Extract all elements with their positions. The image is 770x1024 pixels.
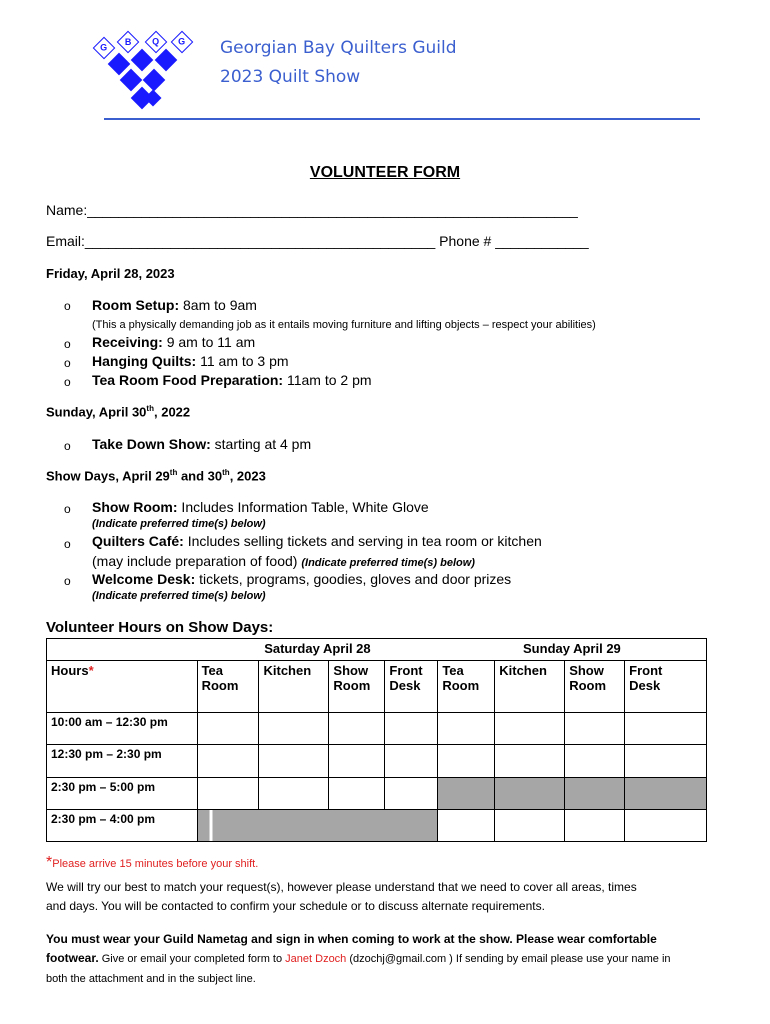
sunday-heading: Sunday, April 30th, 2022 bbox=[46, 404, 191, 420]
show-name: 2023 Quilt Show bbox=[220, 67, 361, 87]
friday-heading: Friday, April 28, 2023 bbox=[46, 266, 175, 281]
contact-name: Janet Dzoch bbox=[285, 953, 347, 965]
slot-cell[interactable] bbox=[197, 713, 259, 745]
hours-heading: Volunteer Hours on Show Days: bbox=[46, 619, 274, 636]
slot-cell[interactable] bbox=[438, 745, 495, 778]
slot-cell[interactable] bbox=[565, 745, 625, 778]
table-row bbox=[47, 713, 707, 745]
nametag-paragraph: You must wear your Guild Nametag and sign in when coming to work at the show. Please wear comfortable footwear. Give or email your completed form to Janet Dzoch (dzochj@gmail.com ) If sending by email please use your name in both the attachment and in the subject line. bbox=[46, 932, 671, 985]
row-time: 10:00 am – 12:30 pm bbox=[47, 713, 198, 745]
blocked-cell bbox=[438, 778, 495, 810]
sunday-item-takedown: Take Down Show: starting at 4 pm bbox=[92, 436, 312, 452]
blocked-cell bbox=[565, 778, 625, 810]
form-title: VOLUNTEER FORM bbox=[309, 164, 461, 181]
slot-cell[interactable] bbox=[385, 745, 438, 778]
logo-diamond bbox=[131, 49, 154, 72]
hours-header: Hours* bbox=[47, 661, 198, 713]
sunday-header: Sunday April 29 bbox=[438, 639, 707, 661]
slot-cell[interactable] bbox=[385, 778, 438, 810]
col-sat-show-room: Show Room bbox=[329, 661, 385, 713]
blocked-cell bbox=[625, 778, 707, 810]
table-row bbox=[47, 778, 707, 810]
row-time: 2:30 pm – 4:00 pm bbox=[47, 810, 198, 842]
bullet-icon: o bbox=[64, 439, 71, 453]
friday-item-setup: Room Setup: 8am to 9am bbox=[92, 297, 257, 313]
logo-letter: B bbox=[117, 31, 140, 54]
slot-cell[interactable] bbox=[259, 745, 329, 778]
logo-diamond bbox=[143, 69, 166, 92]
bullet-icon: o bbox=[64, 375, 71, 389]
row-time: 2:30 pm – 5:00 pm bbox=[47, 778, 198, 810]
slot-cell[interactable] bbox=[495, 713, 565, 745]
table-row bbox=[47, 810, 707, 842]
logo-letter: G bbox=[171, 31, 194, 54]
col-sun-tea-room: Tea Room bbox=[438, 661, 495, 713]
slot-cell[interactable] bbox=[259, 778, 329, 810]
slot-cell[interactable] bbox=[565, 713, 625, 745]
org-name: Georgian Bay Quilters Guild bbox=[220, 38, 457, 58]
friday-item-tearoom: Tea Room Food Preparation: 11am to 2 pm bbox=[92, 372, 372, 388]
slot-cell[interactable] bbox=[329, 713, 385, 745]
bullet-icon: o bbox=[64, 502, 71, 516]
slot-cell[interactable] bbox=[495, 745, 565, 778]
showdays-heading: Show Days, April 29th and 30th, 2023 bbox=[46, 468, 266, 484]
bullet-icon: o bbox=[64, 574, 71, 588]
col-sat-tea-room: Tea Room bbox=[197, 661, 259, 713]
blocked-cell bbox=[495, 778, 565, 810]
arrive-note: *Please arrive 15 minutes before your shift. bbox=[46, 854, 259, 871]
bullet-icon: o bbox=[64, 337, 71, 351]
setup-note: (This a physically demanding job as it entails moving furniture and lifting objects – respect your abilities) bbox=[92, 319, 596, 331]
indicate-note: (Indicate preferred time(s) below) bbox=[92, 518, 266, 530]
friday-item-receiving: Receiving: 9 am to 11 am bbox=[92, 334, 256, 350]
slot-cell[interactable] bbox=[625, 745, 707, 778]
blocked-cell bbox=[197, 810, 438, 842]
col-sun-front-desk: Front Desk bbox=[625, 661, 707, 713]
showdays-item-welcome: Welcome Desk: tickets, programs, goodies, gloves and door prizes bbox=[92, 571, 512, 587]
showdays-item-showroom: Show Room: Includes Information Table, White Glove bbox=[92, 499, 429, 515]
hours-table bbox=[46, 638, 707, 842]
col-sun-show-room: Show Room bbox=[565, 661, 625, 713]
slot-cell[interactable] bbox=[438, 713, 495, 745]
bullet-icon: o bbox=[64, 537, 71, 551]
slot-cell[interactable] bbox=[625, 810, 707, 842]
bullet-icon: o bbox=[64, 299, 71, 313]
indicate-note: (Indicate preferred time(s) below) bbox=[92, 590, 266, 602]
bullet-icon: o bbox=[64, 356, 71, 370]
row-time: 12:30 pm – 2:30 pm bbox=[47, 745, 198, 778]
logo-letter: Q bbox=[145, 31, 168, 54]
friday-item-hanging: Hanging Quilts: 11 am to 3 pm bbox=[92, 353, 289, 369]
col-sat-front-desk: Front Desk bbox=[385, 661, 438, 713]
slot-cell[interactable] bbox=[565, 810, 625, 842]
logo-diamond bbox=[155, 49, 178, 72]
cafe-line2: (may include preparation of food) (Indicate preferred time(s) below) bbox=[92, 553, 475, 569]
header-rule bbox=[104, 118, 700, 120]
email-phone-field[interactable]: Email:_____________________________________________ Phone # ____________ bbox=[46, 233, 589, 249]
slot-cell[interactable] bbox=[259, 713, 329, 745]
table-row bbox=[47, 745, 707, 778]
slot-cell[interactable] bbox=[495, 810, 565, 842]
slot-cell[interactable] bbox=[329, 778, 385, 810]
slot-cell[interactable] bbox=[625, 713, 707, 745]
slot-cell[interactable] bbox=[329, 745, 385, 778]
name-field[interactable]: Name:_______________________________________________________________ bbox=[46, 202, 578, 218]
slot-cell[interactable] bbox=[385, 713, 438, 745]
col-sun-kitchen: Kitchen bbox=[495, 661, 565, 713]
saturday-header: Saturday April 28 bbox=[197, 639, 438, 661]
col-sat-kitchen: Kitchen bbox=[259, 661, 329, 713]
logo-letter: G bbox=[93, 37, 116, 60]
match-paragraph: We will try our best to match your request(s), however please understand that we need to cover all areas, times and days. You will be contacted to confirm your schedule or to discuss alternate requirements. bbox=[46, 880, 637, 913]
slot-cell[interactable] bbox=[197, 745, 259, 778]
slot-cell[interactable] bbox=[197, 778, 259, 810]
showdays-item-cafe: Quilters Café: Includes selling tickets and serving in tea room or kitchen bbox=[92, 533, 542, 549]
slot-cell[interactable] bbox=[438, 810, 495, 842]
